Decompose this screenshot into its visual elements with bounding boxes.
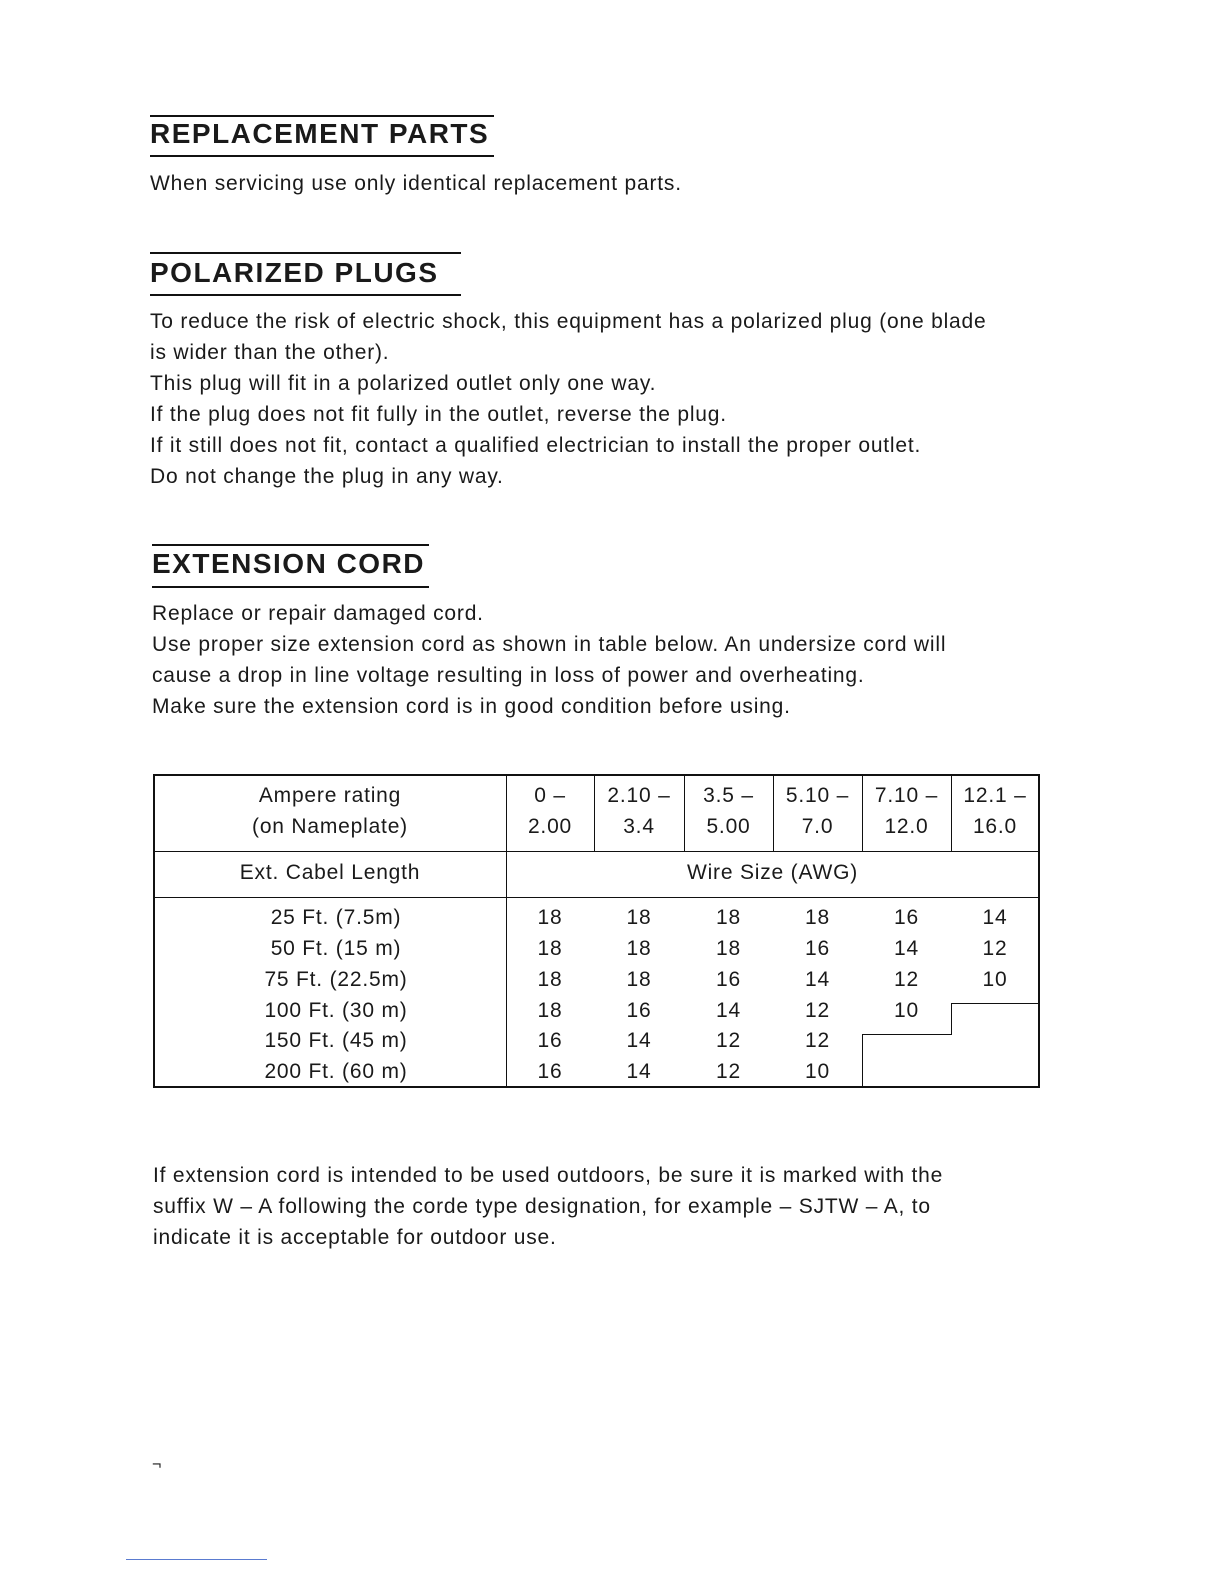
- cable-length: 100 Ft. (30 m): [264, 999, 408, 1022]
- replacement-rule-bottom: [150, 155, 494, 157]
- table-header-divider: [154, 851, 1039, 852]
- wire-size-value: 14: [626, 1029, 652, 1052]
- extension-heading: EXTENSION CORD: [152, 548, 426, 579]
- wire-size-value: 12: [894, 968, 919, 991]
- extension-text: [152, 598, 946, 722]
- outdoor-note-line: If extension cord is intended to be used outdoors, be sure it is marked with the: [153, 1164, 944, 1187]
- extension-rule-bottom: [152, 586, 429, 588]
- replacement-text: [150, 168, 682, 199]
- wire-size-label: Wire Size (AWG): [686, 861, 859, 884]
- polarized-line: If it still does not fit, contact a qualified electrician to install the proper outlet.: [150, 434, 922, 457]
- cable-length: 150 Ft. (45 m): [264, 1029, 408, 1052]
- ampere-rating-label: Ampere rating: [258, 784, 402, 807]
- polarized-rule-bottom: [150, 294, 461, 296]
- polarized-line: To reduce the risk of electric shock, this equipment has a polarized plug (one blade: [150, 310, 987, 333]
- polarized-line: is wider than the other).: [150, 341, 390, 364]
- wire-size-value: 18: [716, 937, 741, 960]
- outdoor-note-line: indicate it is acceptable for outdoor use.: [153, 1226, 557, 1249]
- wire-size-value: 10: [805, 1060, 830, 1083]
- wire-size-value: 14: [805, 968, 830, 991]
- wire-size-value: 12: [805, 1029, 830, 1052]
- polarized-heading: POLARIZED PLUGS: [150, 257, 439, 288]
- wire-size-value: 18: [537, 999, 563, 1022]
- wire-size-value: 10: [982, 968, 1008, 991]
- table-empty-step: [862, 1034, 952, 1035]
- outdoor-note-line: suffix W – A following the corde type designation, for example – SJTW – A, to: [153, 1195, 931, 1218]
- cable-length: 25 Ft. (7.5m): [270, 906, 402, 929]
- ampere-range-bottom: 2.00: [527, 815, 573, 838]
- table-empty-step: [862, 1034, 863, 1087]
- outdoor-note: [153, 1160, 943, 1253]
- extension-rule-top: [152, 544, 429, 546]
- wire-size-value: 12: [982, 937, 1008, 960]
- table-subheader-divider: [154, 897, 1039, 898]
- wire-size-value: 16: [716, 968, 741, 991]
- extension-line: Use proper size extension cord as shown in table below. An undersize cord will: [152, 633, 947, 656]
- wire-size-value: 14: [716, 999, 741, 1022]
- ampere-range-top: 3.5 –: [703, 784, 754, 807]
- wire-size-value: 18: [537, 906, 563, 929]
- cable-length: 50 Ft. (15 m): [270, 937, 402, 960]
- polarized-rule-top: [150, 252, 461, 254]
- ampere-range-bottom: 5.00: [706, 815, 751, 838]
- wire-size-value: 16: [805, 937, 830, 960]
- ampere-range-bottom: 12.0: [884, 815, 929, 838]
- wire-size-value: 16: [537, 1029, 563, 1052]
- cable-length-label: Ext. Cabel Length: [239, 861, 421, 884]
- cable-length: 75 Ft. (22.5m): [264, 968, 408, 991]
- wire-size-value: 18: [626, 968, 652, 991]
- extension-line: Replace or repair damaged cord.: [152, 602, 484, 625]
- wire-size-value: 18: [805, 906, 830, 929]
- polarized-line: Do not change the plug in any way.: [150, 465, 504, 488]
- wire-size-value: 12: [716, 1060, 741, 1083]
- bottom-edge-line: [126, 1559, 267, 1560]
- polarized-text: [150, 306, 986, 492]
- wire-size-value: 14: [626, 1060, 652, 1083]
- wire-size-value: 16: [626, 999, 652, 1022]
- replacement-heading: REPLACEMENT PARTS: [150, 118, 490, 149]
- table-empty-step: [951, 1003, 952, 1035]
- wire-size-value: 12: [716, 1029, 741, 1052]
- polarized-line: If the plug does not fit fully in the outlet, reverse the plug.: [150, 403, 727, 426]
- ampere-range-top: 7.10 –: [874, 784, 939, 807]
- ampere-range-top: 12.1 –: [963, 784, 1027, 807]
- wire-size-value: 18: [537, 968, 563, 991]
- replacement-rule-top: [150, 115, 494, 117]
- ampere-rating-sublabel: (on Nameplate): [252, 815, 408, 838]
- ampere-range-top: 5.10 –: [785, 784, 850, 807]
- page-mark: ¬: [152, 1456, 162, 1473]
- ampere-range-top: 2.10 –: [607, 784, 671, 807]
- replacement-line: When servicing use only identical replacement parts.: [150, 172, 682, 195]
- wire-size-value: 18: [626, 906, 652, 929]
- extension-line: Make sure the extension cord is in good condition before using.: [152, 695, 791, 718]
- extension-line: cause a drop in line voltage resulting in loss of power and overheating.: [152, 664, 865, 687]
- wire-size-value: 12: [805, 999, 830, 1022]
- cable-length: 200 Ft. (60 m): [264, 1060, 408, 1083]
- wire-size-value: 18: [626, 937, 652, 960]
- wire-size-value: 16: [894, 906, 919, 929]
- wire-size-value: 14: [894, 937, 919, 960]
- polarized-line: This plug will fit in a polarized outlet only one way.: [150, 372, 657, 395]
- wire-size-value: 18: [716, 906, 741, 929]
- ampere-range-bottom: 7.0: [801, 815, 834, 838]
- ampere-range-top: 0 –: [534, 784, 566, 807]
- wire-size-value: 14: [982, 906, 1008, 929]
- ampere-range-bottom: 3.4: [623, 815, 655, 838]
- table-empty-step: [952, 1003, 1039, 1004]
- wire-size-value: 18: [537, 937, 563, 960]
- wire-size-value: 16: [537, 1060, 563, 1083]
- wire-size-value: 10: [894, 999, 919, 1022]
- ampere-range-bottom: 16.0: [972, 815, 1018, 838]
